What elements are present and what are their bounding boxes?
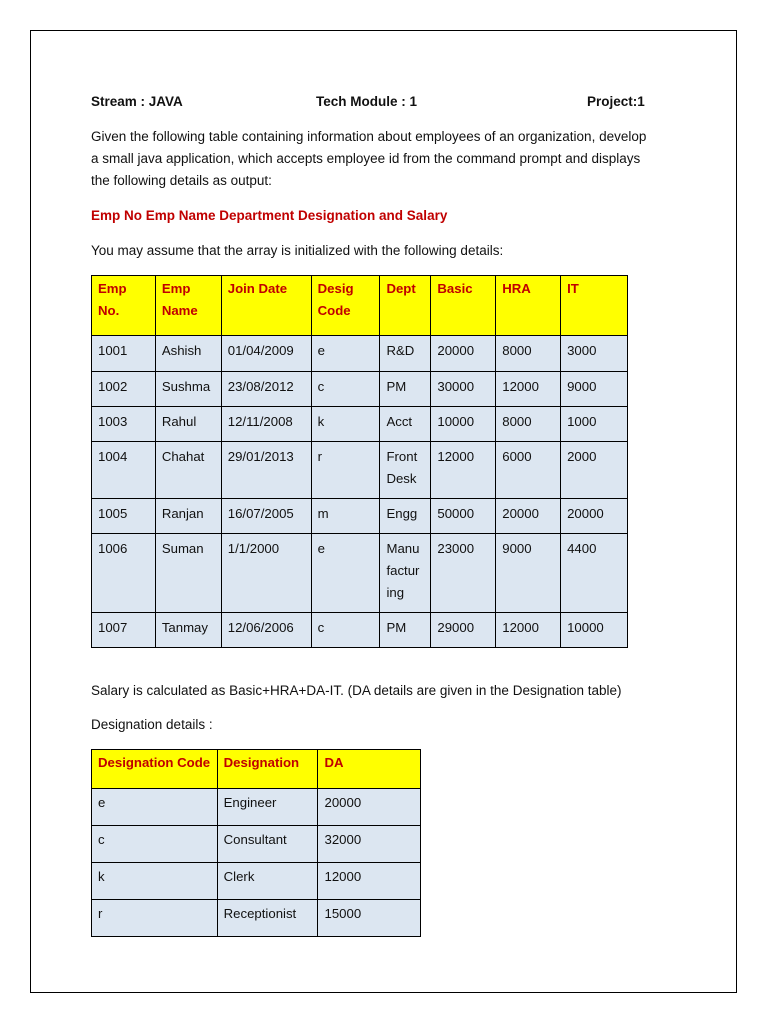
table-cell-it: 10000 [561,613,628,648]
column-header-line: Join Date [227,281,288,296]
table-cell-basic: 20000 [431,336,496,372]
table-cell-name: Tanmay [155,613,221,648]
table-cell-code: e [311,534,380,613]
table-cell-dept [380,613,431,648]
table-cell-basic: 30000 [431,372,496,407]
table-cell-code: r [311,442,380,499]
table-cell-emp-no: 1007 [92,613,156,648]
column-header-line: IT [567,281,579,296]
table-cell-it: 1000 [561,407,628,442]
table-cell-dept [380,499,431,534]
table-row [92,336,628,372]
table-cell-code: k [92,863,218,900]
column-header-line: No. [98,303,120,318]
table-cell-basic: 50000 [431,499,496,534]
output-fields: Emp No Emp Name Department Designation and Salary [91,208,448,223]
table-cell-dept [380,442,431,499]
dept-line: PM [386,379,407,394]
table-cell-it: 20000 [561,499,628,534]
table-cell-name: Chahat [155,442,221,499]
dept-line: Desk [386,471,417,486]
table-cell-it: 4400 [561,534,628,613]
column-header [155,276,221,336]
table-cell-hra: 6000 [496,442,561,499]
table-cell-it: 9000 [561,372,628,407]
assume-text: You may assume that the array is initialized with the following details: [91,243,504,258]
table-cell-code: k [311,407,380,442]
table-cell-designation: Engineer [217,789,318,826]
table-cell-join-date: 12/11/2008 [221,407,311,442]
table-cell-name: Ranjan [155,499,221,534]
table-cell-emp-no: 1003 [92,407,156,442]
table-cell-emp-no: 1006 [92,534,156,613]
table-cell-join-date: 29/01/2013 [221,442,311,499]
column-header-line: Basic [437,281,473,296]
intro-line-3: the following details as output: [91,173,272,188]
table-row [92,534,628,613]
table-cell-da: 15000 [318,900,421,937]
column-header [496,276,561,336]
table-row [92,900,421,937]
table-cell-da: 12000 [318,863,421,900]
employee-table-header [92,276,628,336]
dept-line: factur [386,563,420,578]
table-cell-code: e [311,336,380,372]
table-cell-dept [380,534,431,613]
designation-table-header [92,750,421,789]
column-header: Designation Code [92,750,218,789]
table-cell-basic: 10000 [431,407,496,442]
table-cell-code: e [92,789,218,826]
table-cell-basic: 12000 [431,442,496,499]
column-header-line: Desig [317,281,354,296]
stream-label: Stream : JAVA [91,94,183,109]
designation-table-body [92,789,421,937]
table-row [92,826,421,863]
table-cell-da: 20000 [318,789,421,826]
dept-line: ing [386,585,405,600]
intro-line-1: Given the following table containing information about employees of an organization, develop [91,129,647,144]
table-cell-join-date: 12/06/2006 [221,613,311,648]
table-cell-name: Rahul [155,407,221,442]
table-row [92,499,628,534]
table-cell-designation: Receptionist [217,900,318,937]
table-cell-name: Sushma [155,372,221,407]
table-cell-join-date: 1/1/2000 [221,534,311,613]
table-cell-basic: 23000 [431,534,496,613]
table-cell-join-date: 23/08/2012 [221,372,311,407]
table-cell-emp-no: 1005 [92,499,156,534]
table-cell-dept [380,372,431,407]
dept-line: R&D [386,343,415,358]
table-cell-it: 2000 [561,442,628,499]
column-header-line: Name [161,303,198,318]
column-header-line: Emp [161,281,191,296]
table-cell-code: m [311,499,380,534]
dept-line: Engg [386,506,418,521]
module-label: Tech Module : 1 [316,94,418,109]
table-cell-name: Suman [155,534,221,613]
table-cell-code: c [311,372,380,407]
table-cell-hra: 8000 [496,407,561,442]
table-row [92,863,421,900]
table-cell-emp-no: 1004 [92,442,156,499]
table-cell-designation: Consultant [217,826,318,863]
column-header [311,276,380,336]
table-cell-basic: 29000 [431,613,496,648]
table-cell-join-date: 16/07/2005 [221,499,311,534]
table-row [92,789,421,826]
table-cell-hra: 20000 [496,499,561,534]
project-label: Project:1 [587,94,645,109]
table-row [92,372,628,407]
table-cell-join-date: 01/04/2009 [221,336,311,372]
dept-line: PM [386,620,407,635]
table-cell-hra: 9000 [496,534,561,613]
table-cell-name: Ashish [155,336,221,372]
dept-line: Acct [386,414,413,429]
table-cell-code: c [92,826,218,863]
intro-line-2: a small java application, which accepts employee id from the command prompt and displays [91,151,641,166]
salary-note: Salary is calculated as Basic+HRA+DA-IT. (DA details are given in the Designation table) [91,683,622,698]
table-row [92,613,628,648]
intro-paragraph [91,126,691,192]
table-cell-hra: 12000 [496,613,561,648]
table-cell-emp-no: 1002 [92,372,156,407]
table-cell-hra: 8000 [496,336,561,372]
table-cell-code: r [92,900,218,937]
employee-table-body [92,336,628,648]
table-cell-code: c [311,613,380,648]
table-row [92,407,628,442]
column-header-line: Dept [386,281,416,296]
dept-line: Manu [386,541,420,556]
table-cell-dept [380,407,431,442]
table-cell-hra: 12000 [496,372,561,407]
table-cell-dept [380,336,431,372]
column-header-line: HRA [502,281,531,296]
column-header-line: Emp [98,281,127,296]
table-cell-emp-no: 1001 [92,336,156,372]
column-header [561,276,628,336]
column-header [92,276,156,336]
designation-label: Designation details : [91,717,213,732]
employee-table [91,275,628,648]
table-row [92,442,628,499]
column-header: Designation [217,750,318,789]
column-header [221,276,311,336]
column-header-line: Code [317,303,351,318]
column-header: DA [318,750,421,789]
column-header [380,276,431,336]
table-cell-it: 3000 [561,336,628,372]
dept-line: Front [386,449,418,464]
table-cell-designation: Clerk [217,863,318,900]
designation-table [91,749,421,937]
table-cell-da: 32000 [318,826,421,863]
column-header [431,276,496,336]
